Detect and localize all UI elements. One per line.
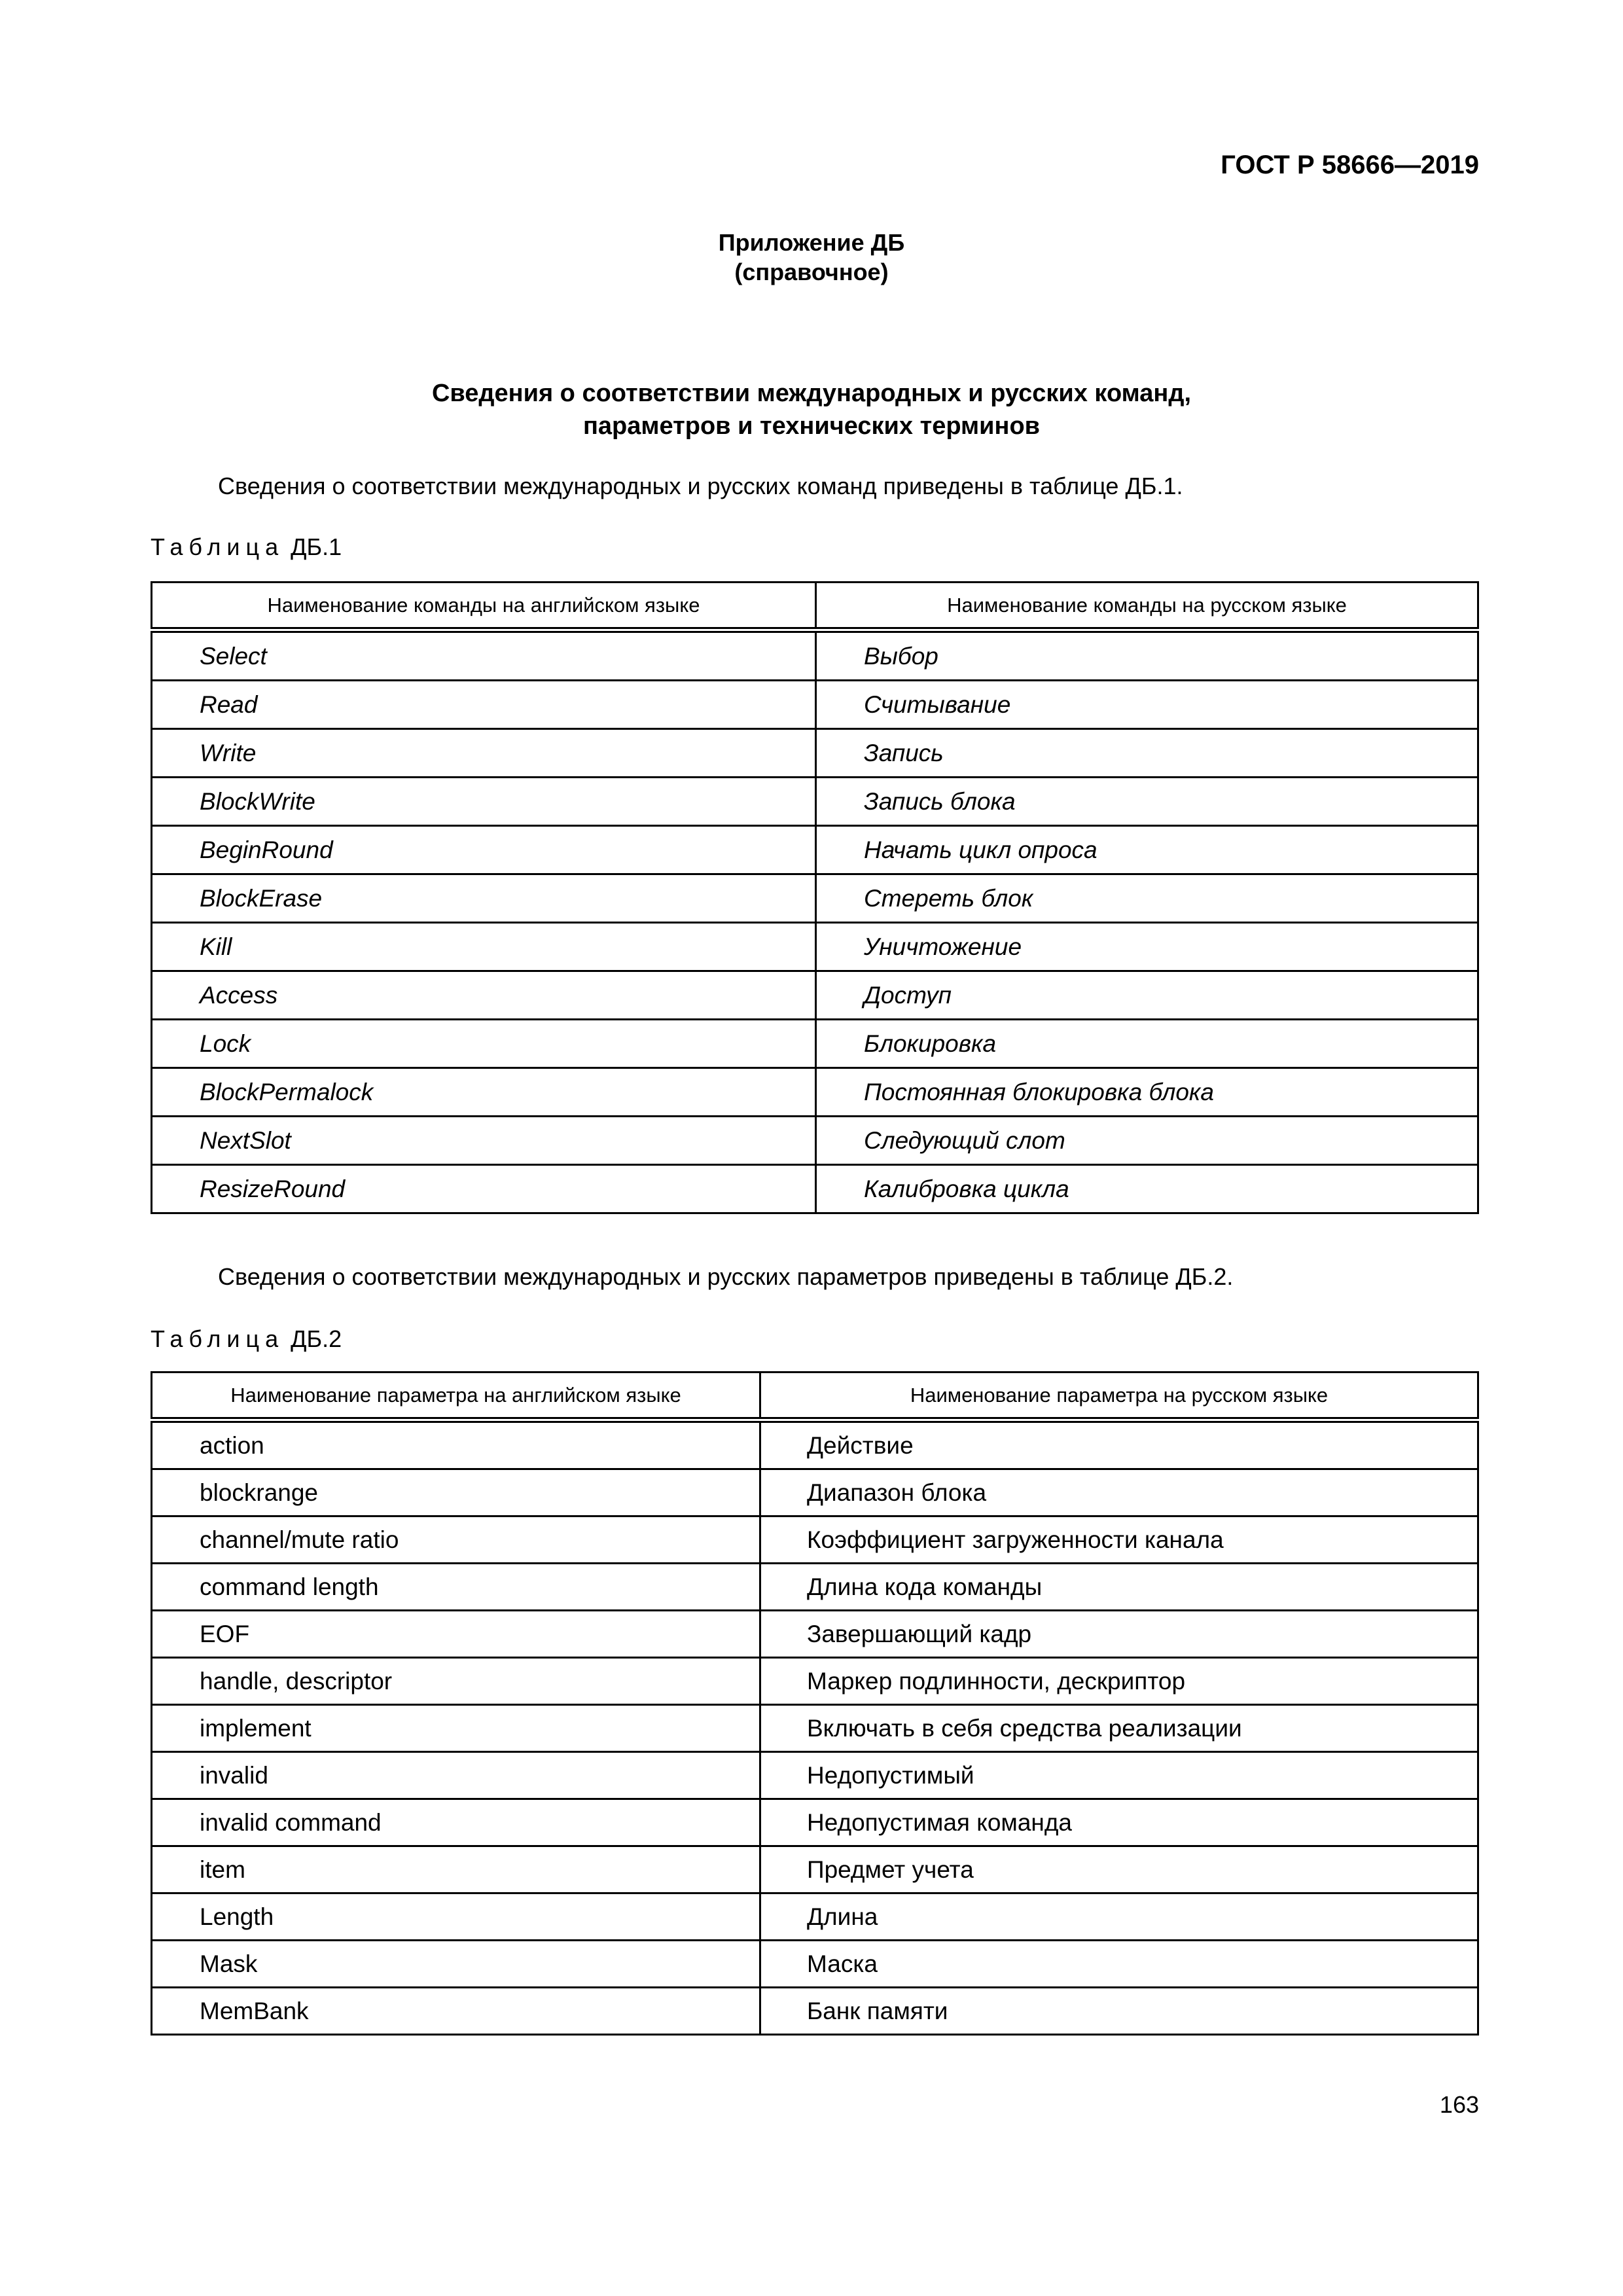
english-term: Kill	[200, 933, 232, 960]
russian-term-cell	[816, 1020, 1478, 1068]
english-term: action	[200, 1431, 264, 1459]
english-term: invalid command	[200, 1808, 382, 1836]
english-term: EOF	[200, 1620, 250, 1647]
russian-term-cell	[816, 1117, 1478, 1165]
russian-term: Завершающий кадр	[807, 1620, 1032, 1647]
russian-term: Запись	[864, 739, 944, 766]
table-row	[152, 1611, 1478, 1658]
russian-term-cell	[760, 1799, 1478, 1846]
english-term-cell	[152, 1165, 816, 1213]
english-term: Access	[200, 981, 278, 1009]
english-term: Select	[200, 642, 267, 670]
russian-term-cell	[816, 971, 1478, 1020]
russian-term: Включать в себя средства реализации	[807, 1714, 1242, 1742]
russian-term: Калибровка цикла	[864, 1175, 1069, 1202]
english-term: BeginRound	[200, 836, 333, 863]
russian-term: Запись блока	[864, 787, 1016, 815]
english-term-cell	[152, 1469, 760, 1516]
column-header-russian: Наименование параметра на русском языке	[760, 1372, 1478, 1420]
params-intro-paragraph: Сведения о соответствии международных и русских параметров приведены в таблице ДБ.2.	[218, 1263, 1234, 1290]
english-term: BlockPermalock	[200, 1078, 374, 1105]
russian-term-cell	[816, 630, 1478, 681]
russian-term-cell	[816, 826, 1478, 874]
russian-term: Предмет учета	[807, 1856, 974, 1883]
russian-term-cell	[760, 1988, 1478, 2035]
table-row	[152, 1988, 1478, 2035]
english-term-cell	[152, 1799, 760, 1846]
russian-term: Коэффициент загруженности канала	[807, 1526, 1224, 1553]
commands-intro-paragraph: Сведения о соответствии международных и русских команд приведены в таблице ДБ.1.	[218, 473, 1183, 499]
standard-code: ГОСТ Р 58666—2019	[1221, 151, 1479, 179]
table-row	[152, 874, 1478, 923]
english-term-cell	[152, 1893, 760, 1941]
table-row	[152, 923, 1478, 971]
table2-caption	[151, 1325, 342, 1353]
russian-term-cell	[760, 1705, 1478, 1752]
column-header-english: Наименование параметра на английском языке	[152, 1372, 760, 1420]
english-term: Read	[200, 691, 258, 718]
table-row	[152, 1846, 1478, 1893]
russian-term-cell	[816, 874, 1478, 923]
table-row	[152, 1941, 1478, 1988]
russian-term-cell	[760, 1658, 1478, 1705]
english-term-cell	[152, 729, 816, 778]
russian-term-cell	[816, 778, 1478, 826]
column-header-english: Наименование команды на английском языке	[152, 583, 816, 630]
russian-term-cell	[760, 1846, 1478, 1893]
russian-term: Постоянная блокировка блока	[864, 1078, 1214, 1105]
english-term: Write	[200, 739, 257, 766]
table-row	[152, 778, 1478, 826]
russian-term-cell	[816, 681, 1478, 729]
russian-term-cell	[760, 1611, 1478, 1658]
english-term-cell	[152, 1420, 760, 1469]
table1-caption	[151, 533, 342, 561]
english-term-cell	[152, 1117, 816, 1165]
english-term-cell	[152, 1658, 760, 1705]
english-term-cell	[152, 971, 816, 1020]
russian-term: Стереть блок	[864, 884, 1033, 912]
russian-term: Диапазон блока	[807, 1479, 987, 1506]
russian-term: Длина	[807, 1903, 878, 1930]
english-term-cell	[152, 630, 816, 681]
russian-term-cell	[816, 1068, 1478, 1117]
english-term-cell	[152, 1516, 760, 1564]
english-term: MemBank	[200, 1997, 309, 2024]
table-header-row	[152, 583, 1478, 630]
table-row	[152, 1705, 1478, 1752]
table-row	[152, 971, 1478, 1020]
russian-term: Маркер подлинности, дескриптор	[807, 1667, 1186, 1695]
english-term: BlockWrite	[200, 787, 315, 815]
english-term-cell	[152, 826, 816, 874]
english-term: Mask	[200, 1950, 258, 1977]
english-term-cell	[152, 1752, 760, 1799]
english-term: NextSlot	[200, 1126, 291, 1154]
english-term: command length	[200, 1573, 379, 1600]
table-row	[152, 1420, 1478, 1469]
russian-term-cell	[760, 1564, 1478, 1611]
table-row	[152, 1020, 1478, 1068]
english-term-cell	[152, 1068, 816, 1117]
english-term: handle, descriptor	[200, 1667, 393, 1695]
russian-term: Доступ	[864, 981, 952, 1009]
russian-term: Начать цикл опроса	[864, 836, 1097, 863]
table-row	[152, 1165, 1478, 1213]
commands-table	[151, 581, 1479, 1214]
english-term: invalid	[200, 1761, 268, 1789]
page-number: 163	[1439, 2091, 1479, 2118]
english-term-cell	[152, 681, 816, 729]
english-term-cell	[152, 1564, 760, 1611]
russian-term: Блокировка	[864, 1030, 997, 1057]
english-term: channel/mute ratio	[200, 1526, 399, 1553]
russian-term-cell	[760, 1893, 1478, 1941]
english-term-cell	[152, 1988, 760, 2035]
parameters-table	[151, 1371, 1479, 2036]
table2-caption-id: ДБ.2	[291, 1325, 342, 1352]
table-row	[152, 1068, 1478, 1117]
english-term-cell	[152, 923, 816, 971]
russian-term-cell	[816, 923, 1478, 971]
russian-term-cell	[760, 1516, 1478, 1564]
english-term-cell	[152, 1611, 760, 1658]
table-row	[152, 1658, 1478, 1705]
russian-term: Длина кода команды	[807, 1573, 1043, 1600]
table-row	[152, 1516, 1478, 1564]
table-row	[152, 1893, 1478, 1941]
table1-caption-id: ДБ.1	[291, 533, 342, 560]
english-term: Length	[200, 1903, 274, 1930]
section-heading-line-2: параметров и технических терминов	[582, 412, 1041, 440]
english-term: BlockErase	[200, 884, 323, 912]
table-row	[152, 681, 1478, 729]
english-term-cell	[152, 1020, 816, 1068]
table-row	[152, 1564, 1478, 1611]
russian-term: Действие	[807, 1431, 914, 1459]
russian-term: Уничтожение	[864, 933, 1022, 960]
english-term: Lock	[200, 1030, 251, 1057]
russian-term: Недопустимая команда	[807, 1808, 1073, 1836]
english-term: blockrange	[200, 1479, 319, 1506]
table-row	[152, 1469, 1478, 1516]
russian-term: Выбор	[864, 642, 938, 670]
russian-term-cell	[760, 1420, 1478, 1469]
russian-term: Маска	[807, 1950, 878, 1977]
english-term-cell	[152, 1705, 760, 1752]
table-row	[152, 630, 1478, 681]
russian-term: Недопустимый	[807, 1761, 974, 1789]
russian-term-cell	[816, 1165, 1478, 1213]
english-term: ResizeRound	[200, 1175, 346, 1202]
table-row	[152, 1799, 1478, 1846]
column-header-russian: Наименование команды на русском языке	[816, 583, 1478, 630]
russian-term: Считывание	[864, 691, 1011, 718]
table-row	[152, 729, 1478, 778]
russian-term-cell	[760, 1752, 1478, 1799]
table-row	[152, 1752, 1478, 1799]
russian-term-cell	[760, 1469, 1478, 1516]
table-row	[152, 1117, 1478, 1165]
appendix-subtitle: (справочное)	[734, 259, 889, 285]
section-heading-line-1: Сведения о соответствии международных и русских команд,	[431, 380, 1192, 407]
table-header-row	[152, 1372, 1478, 1420]
table1-caption-word: Таблица	[151, 533, 285, 560]
russian-term: Следующий слот	[864, 1126, 1065, 1154]
english-term-cell	[152, 1846, 760, 1893]
table2-caption-word: Таблица	[151, 1325, 285, 1352]
english-term-cell	[152, 778, 816, 826]
english-term-cell	[152, 1941, 760, 1988]
table-row	[152, 826, 1478, 874]
russian-term: Банк памяти	[807, 1997, 948, 2024]
russian-term-cell	[816, 729, 1478, 778]
english-term-cell	[152, 874, 816, 923]
russian-term-cell	[760, 1941, 1478, 1988]
english-term: implement	[200, 1714, 312, 1742]
appendix-title: Приложение ДБ	[718, 229, 905, 256]
english-term: item	[200, 1856, 245, 1883]
